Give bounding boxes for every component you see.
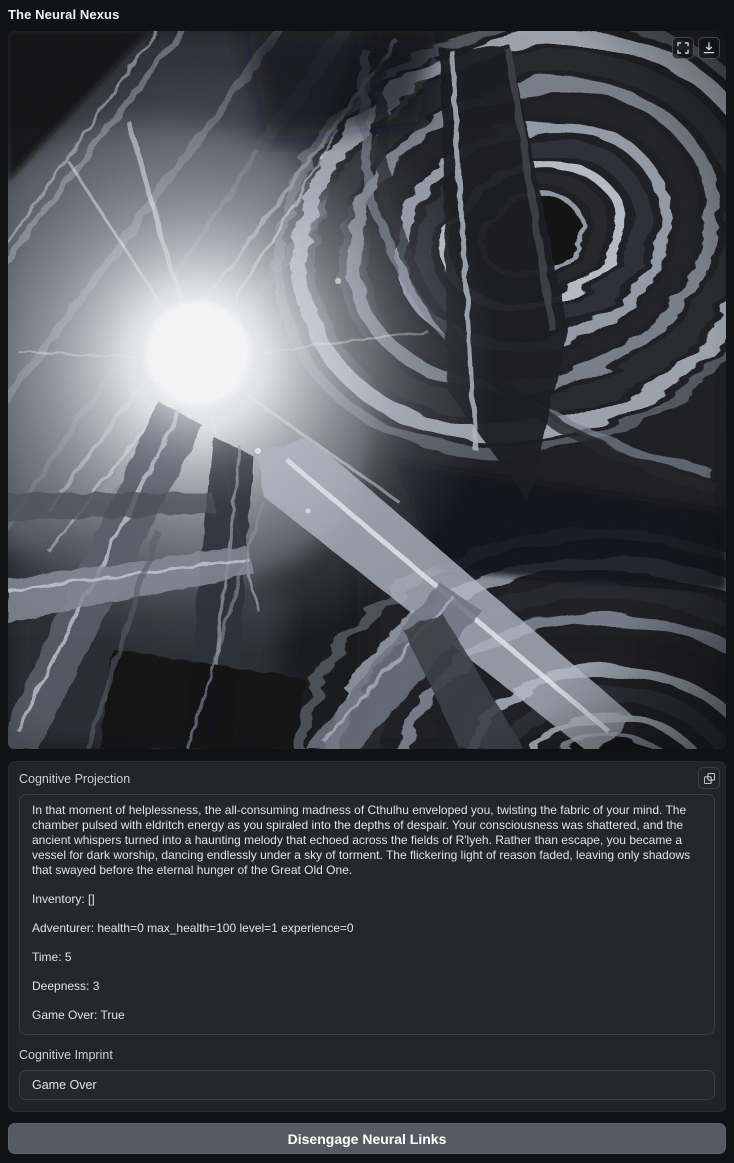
cognitive-panel bbox=[8, 761, 726, 1112]
page-title: The Neural Nexus bbox=[8, 7, 120, 22]
projection-story: In that moment of helplessness, the all-consuming madness of Cthulhu enveloped you, twisting the fabric of your mind. The chamber pulsed with eldritch energy as you spiraled into the depths of despair. Your consciousness was shattered, and the ancient whispers turned into a haunting melody that echoed across the fields of R'lyeh. Rather than escape, you became a vessel for dark worship, dancing endlessly under a sky of torment. The flickering light of reason faded, leaving only shadows that swayed before the eternal hunger of the Great Old One. bbox=[32, 803, 691, 877]
stat-inventory: Inventory: [] bbox=[32, 892, 95, 906]
generated-scene-art bbox=[8, 31, 726, 749]
download-icon bbox=[703, 42, 715, 54]
copy-icon bbox=[704, 773, 715, 784]
fullscreen-button[interactable] bbox=[672, 37, 694, 59]
download-button[interactable] bbox=[698, 37, 720, 59]
projection-output[interactable] bbox=[19, 794, 715, 1035]
fullscreen-icon bbox=[677, 42, 689, 54]
disengage-button[interactable] bbox=[8, 1123, 726, 1154]
stat-time: Time: 5 bbox=[32, 950, 72, 964]
projection-label: Cognitive Projection bbox=[19, 772, 131, 786]
imprint-label: Cognitive Imprint bbox=[19, 1048, 113, 1062]
image-toolbar bbox=[672, 37, 720, 59]
scene-image bbox=[8, 31, 726, 749]
disengage-button-label: Disengage Neural Links bbox=[287, 1130, 447, 1147]
stat-adventurer: Adventurer: health=0 max_health=100 level=1 experience=0 bbox=[32, 921, 354, 935]
stat-game-over: Game Over: True bbox=[32, 1008, 125, 1022]
imprint-input[interactable] bbox=[19, 1070, 715, 1100]
copy-button[interactable] bbox=[698, 767, 720, 789]
stat-deepness: Deepness: 3 bbox=[32, 979, 100, 993]
